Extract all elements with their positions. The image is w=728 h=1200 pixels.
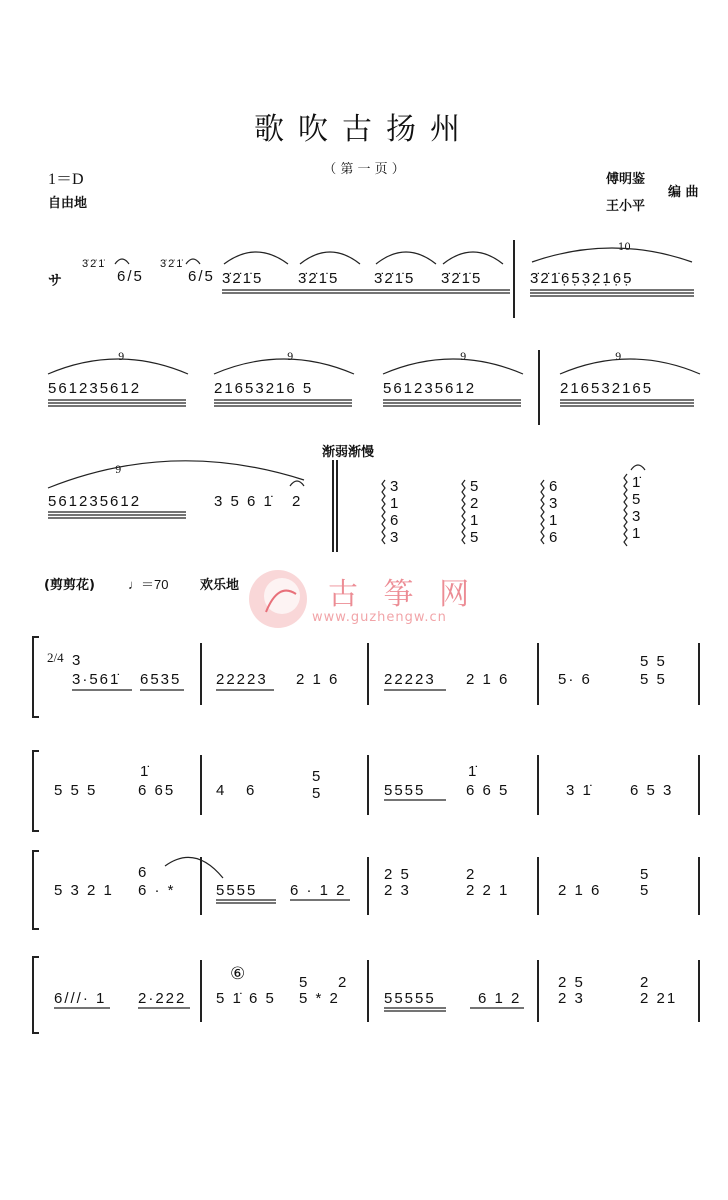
note-fermata: 6/5 [117, 268, 144, 285]
note-fermata: 2 [292, 493, 303, 510]
upper-note: 2 5 [558, 974, 585, 991]
note-group: 22223 [384, 671, 436, 688]
arpeggio-chord: 3 1 6 3 [390, 478, 399, 546]
note-run: 21653216 5 [214, 380, 314, 397]
note-group: 3̇2̇1̇5 [374, 270, 416, 287]
note-group: 6 · 1 2 [290, 882, 347, 899]
upper-note: 5 5 [640, 653, 667, 670]
note-group: 6 6 5 [466, 782, 510, 799]
note-run: 3̇2̇1̇6̣5̣3̣2̣1̣6̣5̣ [530, 270, 634, 287]
arpeggio-chord: 5 2 1 5 [470, 478, 479, 546]
note-group: 2 1 6 [466, 671, 510, 688]
note-group: 2 21 [640, 990, 678, 1007]
key-signature: 1＝D [48, 171, 84, 188]
arpeggio-chord: 1̇ 5 3 1 [632, 474, 641, 542]
note-group: 4 [216, 782, 227, 799]
time-signature: 2/4 [47, 650, 64, 665]
note-group: 3̇2̇1̇5 [441, 270, 483, 287]
note-group: 5 5 [640, 671, 667, 688]
expression-marking: 欢乐地 [200, 578, 240, 593]
note-group: 6 5 3 [630, 782, 674, 799]
note-group: 5 * 2 [299, 990, 340, 1007]
note-group: 3 5 6 1̇ [214, 493, 274, 510]
note-group: 5555 [384, 782, 426, 799]
note-group: 2 1 6 [296, 671, 340, 688]
tuplet-number: 9 [287, 352, 294, 363]
upper-note: 5 [299, 974, 310, 991]
note-group: 6 [246, 782, 257, 799]
upper-note: 5 [312, 768, 323, 785]
note-group: 2 1 6 [558, 882, 602, 899]
note-group: 22223 [216, 671, 268, 688]
note-group: 5 5 5 [54, 782, 98, 799]
note-group: 6///· 1 [54, 990, 107, 1007]
tuplet-number: 9 [615, 352, 622, 363]
note-group: 5· 6 [558, 671, 592, 688]
grace-notes: 3̇2̇1̇ [82, 258, 107, 270]
score-title: 歌吹古扬州 [254, 112, 474, 147]
note-group: 3·561̇ [72, 671, 121, 688]
upper-note: 1̇ [140, 763, 151, 780]
note-group: 6535 [140, 671, 182, 688]
note-group: 6 65 [138, 782, 176, 799]
note-run: 561235612 [48, 380, 142, 397]
upper-note: 1̇ [468, 763, 479, 780]
note-group: 3̇2̇1̇5 [222, 270, 264, 287]
note-group: 5 [312, 785, 323, 802]
note-group: 2 3 [558, 990, 585, 1007]
upper-note: 3 [72, 652, 83, 669]
note-group: 2 2 1 [466, 882, 510, 899]
note-fermata: 6/5 [188, 268, 215, 285]
upper-note: 2 5 [384, 866, 411, 883]
note-run: 561235612 [48, 493, 142, 510]
note-group: 5 3 2 1 [54, 882, 114, 899]
upper-note: 2 [466, 866, 477, 883]
note-group: 5 1̇ 6 5 [216, 990, 276, 1007]
upper-note: 5 [640, 866, 651, 883]
start-mark: サ [48, 273, 62, 289]
tuplet-number: 9 [118, 352, 125, 363]
page-label: （ 第 一 页 ） [323, 162, 405, 177]
note-group: 6 1 2 [478, 990, 522, 1007]
note-run: 216532165 [560, 380, 654, 397]
note-run: 561235612 [383, 380, 477, 397]
dynamics-marking: 渐弱渐慢 [322, 445, 375, 460]
tempo-bpm: ♩＝70 [128, 577, 169, 592]
arpeggio-chord: 6 3 1 6 [549, 478, 558, 546]
arranged-label: 编 曲 [668, 185, 699, 200]
note-group: 5 [640, 882, 651, 899]
note-group: 6 · * [138, 882, 176, 899]
watermark-name: 古 筝 网 [328, 577, 478, 612]
tuplet-number: 10 [618, 242, 631, 253]
finger-number-icon: ⑥ [230, 964, 246, 984]
note-group: 55555 [384, 990, 436, 1007]
upper-note: 6 [138, 864, 149, 881]
composer-name-2: 王小平 [606, 199, 646, 214]
tuplet-number: 9 [460, 352, 467, 363]
note-group: 3 1̇ [566, 782, 593, 799]
note-group: 3̇2̇1̇5 [298, 270, 340, 287]
upper-note: 2 [640, 974, 651, 991]
note-group: 2·222 [138, 990, 187, 1007]
tempo-marking-free: 自由地 [48, 196, 88, 211]
upper-note: 2 [338, 974, 349, 991]
watermark-url: www.guzhengw.cn [312, 610, 447, 625]
section-name: (剪剪花) [44, 578, 95, 593]
composer-name-1: 傅明鉴 [606, 172, 646, 187]
tuplet-number: 9 [115, 465, 122, 476]
note-group: 5555 [216, 882, 258, 899]
note-group: 2 3 [384, 882, 411, 899]
grace-notes: 3̇2̇1̇ [160, 258, 185, 270]
